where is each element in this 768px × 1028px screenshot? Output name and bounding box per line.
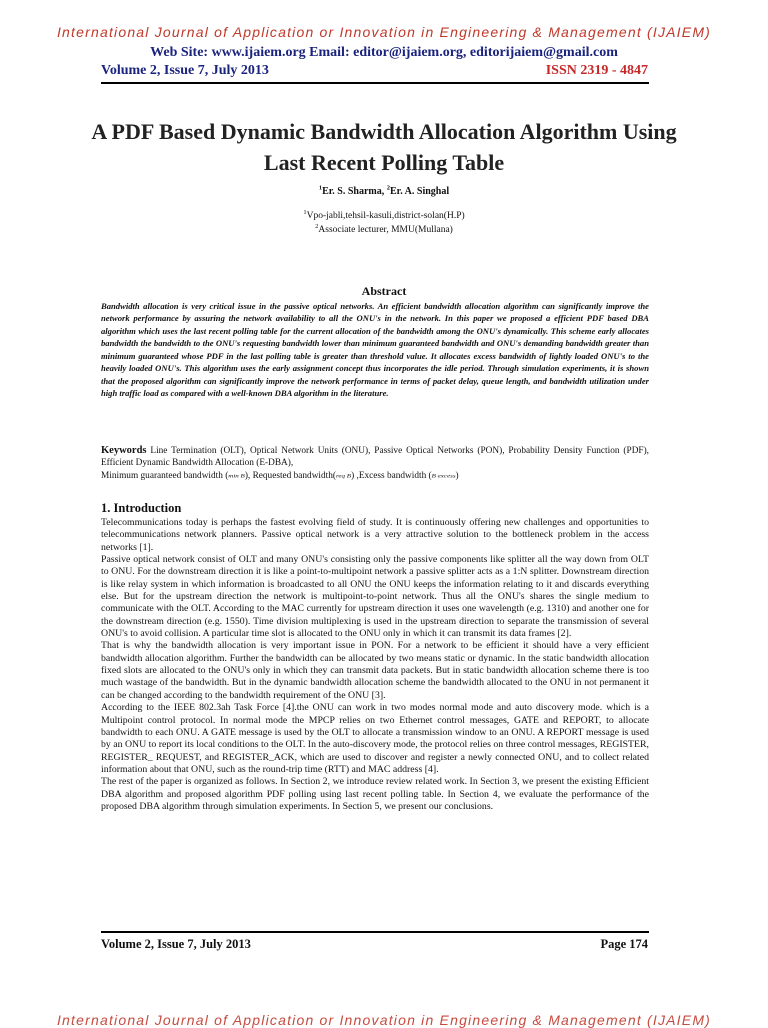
affiliation-1-text: Vpo-jabli,tehsil-kasuli,district-solan(H.P) bbox=[306, 211, 465, 221]
introduction-body bbox=[101, 517, 649, 813]
author2-name: Er. A. Singhal bbox=[390, 186, 450, 197]
intro-paragraph-4: According to the IEEE 802.3ah Task Force [4].the ONU can work in two modes normal mode and auto discovery mode. which is a Multipoint control protocol. In normal mode the MPCP relies on two Ethernet control messages, GATE and REPORT, to allocate bandwidth to each ONU. A GATE message is used by the OLT to allocate a transmission window to an ONU. A REPORT message is used by an ONU to report its local conditions to the OLT. In the auto-discovery mode, the protocol relies on three control messages, REGISTER, REGISTER_ REQUEST, and REGISTER_ACK, which are used to discover and register a newly connected ONU, and to collect related information about that ONU, such as the round-trip time (RTT) and MAC address [4]. bbox=[101, 702, 649, 775]
header-divider bbox=[101, 82, 649, 84]
website-email-line: Web Site: www.ijaiem.org Email: editor@ijaiem.org, editorijaiem@gmail.com bbox=[150, 45, 618, 60]
kw-req-label: ), Requested bandwidth( bbox=[244, 471, 336, 481]
footer-page-number: Page 174 bbox=[600, 937, 648, 951]
kw-exc-label: ) ,Excess bandwidth ( bbox=[351, 471, 432, 481]
req-bandwidth-symbol: req B bbox=[335, 472, 352, 480]
header-volume: Volume 2, Issue 7, July 2013 bbox=[101, 63, 269, 78]
abstract-heading: Abstract bbox=[361, 284, 407, 298]
abstract-text: Bandwidth allocation is very critical issue in the passive optical networks. An efficient bandwidth allocation algorithm can significantly improve the network performance by assuring the network availability to all the ONU's in the network. In this paper we proposed a efficient PDF based DBA algorithm which uses the last recent polling table for the current allocation of the bandwidth among the ONU's dynamically. This scheme early allocates bandwidth the bandwidth to the ONU's requesting bandwidth lower than minimum guaranteed bandwidth and ONU's demanding bandwidth greater than minimum guaranteed whose PDF in the last polling table is greater than threshold value. It allocates excess bandwidth of lightly loaded ONU's to the heavily loaded ONU's. This algorithm uses the early assignment concept thus incorporates the idle period. Through simulation experiments, it is shown that the proposed algorithm can significantly improve the network performance in terms of packet delay, queue length, and bandwidth utilization under high traffic load as compared with a well-known DBA algorithm in the literature. bbox=[101, 301, 649, 399]
affiliation-2-mark: 2 bbox=[315, 222, 319, 230]
footer-volume: Volume 2, Issue 7, July 2013 bbox=[101, 937, 251, 951]
intro-paragraph-3: That is why the bandwidth allocation is very important issue in PON. For a network to be efficient it should have a very efficient bandwidth allocation algorithm. Further the bandwidth can be allocated by two means static or dynamic. In the static bandwidth allocation fixed slots are allocated to the ONU's only in which they can transmit data packets. But in static bandwidth allocation scheme there is too much wastage of the bandwidth. But in the dynamic bandwidth allocation scheme the bandwidth allocated to the ONU in not permanent it can be changed according to the bandwidth requirement of the ONU [3]. bbox=[101, 640, 649, 701]
journal-title: International Journal of Application or Innovation in Engineering & Management (IJAIEM) bbox=[56, 24, 712, 40]
keywords-text: Line Termination (OLT), Optical Network Units (ONU), Passive Optical Networks (PON), Probability Density Function (PDF), Efficient Dynamic Bandwidth Allocation (E-DBA), bbox=[101, 446, 649, 469]
kw-min-label: Minimum guaranteed bandwidth ( bbox=[101, 471, 229, 481]
paper-title: A PDF Based Dynamic Bandwidth Allocation Algorithm Using Last Recent Polling Table bbox=[91, 119, 677, 175]
keywords-heading: Keywords bbox=[101, 445, 147, 456]
intro-paragraph-1: Telecommunications today is perhaps the fastest evolving field of study. It is continuously offering new challenges and opportunities to telecommunications network planners. Passive optical network is a very attractive solution to the bottleneck problem in the access networks [1]. bbox=[101, 517, 649, 553]
author2-mark: 2 bbox=[386, 184, 391, 192]
excess-bandwidth-symbol: B excess bbox=[431, 472, 456, 480]
author1-name: Er. S. Sharma, bbox=[322, 186, 387, 197]
affiliation-2-text: Associate lecturer, MMU(Mullana) bbox=[318, 225, 453, 235]
intro-paragraph-5: The rest of the paper is organized as follows. In Section 2, we introduce review related work. In Section 3, we present the existing Efficient DBA algorithm and proposed algorithm PDF polling using last recent polling table. In Section 4, we evaluate the performance of the proposed DBA algorithm through simulation experiments. In Section 5, we present our conclusions. bbox=[101, 776, 649, 812]
intro-paragraph-2: Passive optical network consist of OLT and many ONU's consisting only the passive components like splitter all the way down from OLT to ONU. For the downstream direction it is like a point-to-multipoint network a passive splitter acts as a 1:N splitter. Downstream direction is like relay system in which information is broadcasted to all ONU the ONU keeps the information relating to it and discards everything else. But for the upstream direction the network is multipoint-to-point network. Thus all the ONU's shares the single medium to communicate with the OLT. According to the MAC currently for upstream direction it uses one wavelength (e.g. 1310) and another one for the downstream direction (e.g. 1550). Time division multiplexing is used in the upstream direction to separate the transmission of several ONU's to avoid collision. A particular time slot is allocated to the ONU only in which it can transmit its data frames [2]. bbox=[101, 554, 649, 640]
footer-divider bbox=[101, 931, 649, 933]
keywords-paragraph bbox=[101, 445, 649, 469]
min-bandwidth-symbol: min B bbox=[228, 472, 245, 480]
affiliation-2 bbox=[0, 222, 768, 235]
author1-mark: 1 bbox=[318, 184, 323, 192]
introduction-heading: 1. Introduction bbox=[101, 501, 182, 515]
kw-end: ) bbox=[455, 471, 459, 481]
affiliation-1 bbox=[0, 208, 768, 221]
header-issn: ISSN 2319 - 4847 bbox=[545, 63, 648, 78]
authors bbox=[0, 186, 768, 197]
keywords-symbols-line bbox=[101, 471, 661, 481]
affiliation-1-mark: 1 bbox=[303, 208, 307, 216]
next-page-journal-title: International Journal of Application or Innovation in Engineering & Management (IJAIEM) bbox=[56, 1012, 712, 1028]
